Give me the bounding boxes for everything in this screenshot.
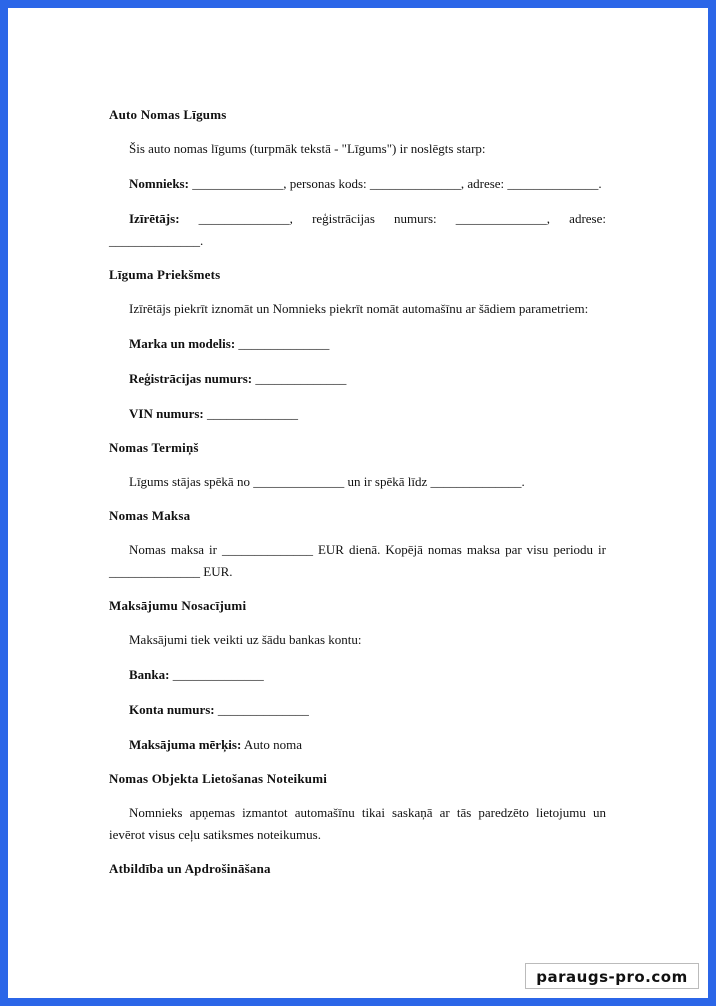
section-title-prieksmets: Līguma Priekšmets <box>109 267 221 282</box>
intro-paragraph: Šis auto nomas līgums (turpmāk tekstā - "Līgums") ir noslēgts starp: <box>129 141 486 156</box>
nomnieks-label: Nomnieks: <box>129 176 189 191</box>
konta-label: Konta numurs: <box>129 702 215 717</box>
reg-label: Reģistrācijas numurs: <box>129 371 253 386</box>
section-title-maksajumi: Maksājumu Nosacījumi <box>109 598 247 613</box>
section-title-noteikumi: Nomas Objekta Lietošanas Noteikumi <box>109 771 328 786</box>
maksa-paragraph: Nomas maksa ir ______________ EUR dienā. Kopējā nomas maksa par visu periodu ir ______________ EUR. <box>109 542 606 579</box>
section-title-atbildiba: Atbildība un Apdrošināšana <box>109 861 271 876</box>
izireja-line <box>109 208 606 252</box>
vin-value: ______________ <box>203 406 299 421</box>
section-title-termins: Nomas Termiņš <box>109 440 199 455</box>
section-title-maksa: Nomas Maksa <box>109 508 191 523</box>
document-page <box>8 8 708 998</box>
merkis-line <box>109 734 606 756</box>
document-content <box>109 104 606 879</box>
marka-value: ______________ <box>235 336 330 351</box>
izireja-text: ______________, reģistrācijas numurs: ______________, adrese: ______________. <box>109 211 606 248</box>
noteikumi-paragraph: Nomnieks apņemas izmantot automašīnu tikai saskaņā ar tās paredzēto lietojumu un ievērot visus ceļu satiksmes noteikumus. <box>109 805 606 842</box>
termins-paragraph: Līgums stājas spēkā no ______________ un ir spēkā līdz ______________. <box>129 474 525 489</box>
doc-title: Auto Nomas Līgums <box>109 107 227 122</box>
izireja-label: Izīrētājs: <box>129 211 180 226</box>
watermark-badge: paraugs-pro.com <box>525 963 699 989</box>
banka-label: Banka: <box>129 667 170 682</box>
konta-value: ______________ <box>214 702 309 717</box>
marka-line <box>109 333 606 355</box>
vin-label: VIN numurs: <box>129 406 204 421</box>
reg-value: ______________ <box>252 371 347 386</box>
vin-line <box>109 403 606 425</box>
reg-line <box>109 368 606 390</box>
nomnieks-text: ______________, personas kods: ______________, adrese: ______________. <box>188 176 602 191</box>
nomnieks-line <box>109 173 606 195</box>
marka-label: Marka un modelis: <box>129 336 236 351</box>
banka-value: ______________ <box>169 667 264 682</box>
konta-line <box>109 699 606 721</box>
merkis-value: Auto noma <box>241 737 302 752</box>
prieksmets-paragraph: Izīrētājs piekrīt iznomāt un Nomnieks piekrīt nomāt automašīnu ar šādiem parametriem: <box>129 301 589 316</box>
banka-line <box>109 664 606 686</box>
maksajumi-paragraph: Maksājumi tiek veikti uz šādu bankas kontu: <box>129 632 362 647</box>
merkis-label: Maksājuma mērķis: <box>129 737 242 752</box>
